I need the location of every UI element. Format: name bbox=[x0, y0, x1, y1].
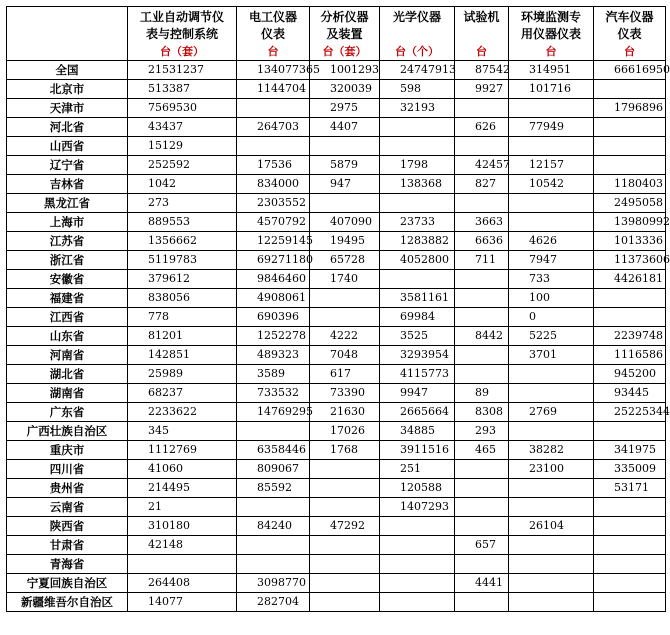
table-row bbox=[7, 403, 666, 422]
value-cell: 42457 bbox=[455, 156, 509, 175]
value-cell: 100 bbox=[509, 289, 594, 308]
value-cell: 21531237 bbox=[128, 61, 237, 80]
value-cell: 14769295 bbox=[237, 403, 310, 422]
table-row bbox=[7, 441, 666, 460]
value-cell bbox=[310, 479, 380, 498]
value-cell: 2303552 bbox=[237, 194, 310, 213]
value-cell: 1001293 bbox=[310, 61, 380, 80]
column-header-line: 及装置 bbox=[326, 27, 363, 41]
value-cell: 3525 bbox=[380, 327, 455, 346]
value-cell: 2233622 bbox=[128, 403, 237, 422]
value-cell: 1356662 bbox=[128, 232, 237, 251]
value-cell: 17026 bbox=[310, 422, 380, 441]
value-cell bbox=[509, 137, 594, 156]
value-cell: 6358446 bbox=[237, 441, 310, 460]
value-cell: 23733 bbox=[380, 213, 455, 232]
table-row bbox=[7, 232, 666, 251]
region-name: 河南省 bbox=[7, 346, 128, 365]
value-cell: 465 bbox=[455, 441, 509, 460]
value-cell bbox=[380, 194, 455, 213]
value-cell bbox=[380, 536, 455, 555]
value-cell: 282704 bbox=[237, 593, 310, 612]
value-cell bbox=[455, 460, 509, 479]
value-cell: 7569530 bbox=[128, 99, 237, 118]
region-name: 广东省 bbox=[7, 403, 128, 422]
value-cell bbox=[310, 460, 380, 479]
value-cell: 1013336 bbox=[594, 232, 666, 251]
column-unit: 台 bbox=[476, 45, 487, 58]
value-cell bbox=[509, 593, 594, 612]
table-row bbox=[7, 80, 666, 99]
value-cell bbox=[380, 555, 455, 574]
value-cell: 4052800 bbox=[380, 251, 455, 270]
value-cell: 214495 bbox=[128, 479, 237, 498]
value-cell: 2975 bbox=[310, 99, 380, 118]
value-cell bbox=[509, 422, 594, 441]
column-unit: 台（套） bbox=[322, 45, 367, 58]
region-name: 宁夏回族自治区 bbox=[7, 574, 128, 593]
column-unit: 台 bbox=[624, 45, 635, 58]
value-cell: 273 bbox=[128, 194, 237, 213]
value-cell bbox=[594, 289, 666, 308]
value-cell bbox=[237, 137, 310, 156]
value-cell: 341975 bbox=[594, 441, 666, 460]
region-name: 黑龙江省 bbox=[7, 194, 128, 213]
value-cell: 15129 bbox=[128, 137, 237, 156]
region-name: 四川省 bbox=[7, 460, 128, 479]
value-cell bbox=[594, 118, 666, 137]
region-name: 江苏省 bbox=[7, 232, 128, 251]
value-cell bbox=[455, 308, 509, 327]
table-row bbox=[7, 194, 666, 213]
value-cell: 12259145 bbox=[237, 232, 310, 251]
header-row bbox=[7, 7, 666, 61]
value-cell: 827 bbox=[455, 175, 509, 194]
table-row bbox=[7, 460, 666, 479]
value-cell: 24747913 bbox=[380, 61, 455, 80]
value-cell: 4908061 bbox=[237, 289, 310, 308]
region-name: 湖南省 bbox=[7, 384, 128, 403]
column-header-5 bbox=[509, 7, 594, 61]
table-row bbox=[7, 517, 666, 536]
value-cell: 690396 bbox=[237, 308, 310, 327]
region-name: 吉林省 bbox=[7, 175, 128, 194]
value-cell: 11373606 bbox=[594, 251, 666, 270]
value-cell: 8442 bbox=[455, 327, 509, 346]
value-cell: 252592 bbox=[128, 156, 237, 175]
value-cell: 889553 bbox=[128, 213, 237, 232]
table-row bbox=[7, 251, 666, 270]
region-name: 全国 bbox=[7, 61, 128, 80]
value-cell bbox=[594, 555, 666, 574]
region-name: 山东省 bbox=[7, 327, 128, 346]
value-cell: 21 bbox=[128, 498, 237, 517]
value-cell bbox=[310, 555, 380, 574]
column-unit: 台 bbox=[545, 45, 557, 58]
value-cell bbox=[455, 498, 509, 517]
value-cell: 9846460 bbox=[237, 270, 310, 289]
value-cell bbox=[455, 346, 509, 365]
value-cell bbox=[310, 593, 380, 612]
region-name: 陕西省 bbox=[7, 517, 128, 536]
value-cell: 1112769 bbox=[128, 441, 237, 460]
table-row bbox=[7, 61, 666, 80]
value-cell bbox=[455, 270, 509, 289]
value-cell bbox=[594, 574, 666, 593]
instrument-output-table bbox=[6, 6, 670, 612]
value-cell: 38282 bbox=[509, 441, 594, 460]
value-cell: 264703 bbox=[237, 118, 310, 137]
value-cell: 65728 bbox=[310, 251, 380, 270]
value-cell: 834000 bbox=[237, 175, 310, 194]
table-row bbox=[7, 270, 666, 289]
value-cell bbox=[380, 517, 455, 536]
value-cell: 4626 bbox=[509, 232, 594, 251]
value-cell bbox=[237, 536, 310, 555]
value-cell: 626 bbox=[455, 118, 509, 137]
table-row bbox=[7, 289, 666, 308]
value-cell: 0 bbox=[509, 308, 594, 327]
column-header-line: 仪表 bbox=[260, 27, 285, 41]
value-cell: 7048 bbox=[310, 346, 380, 365]
column-header-4 bbox=[455, 7, 509, 61]
value-cell bbox=[594, 593, 666, 612]
value-cell: 85592 bbox=[237, 479, 310, 498]
table-row bbox=[7, 156, 666, 175]
value-cell bbox=[594, 422, 666, 441]
value-cell: 379612 bbox=[128, 270, 237, 289]
table-row bbox=[7, 384, 666, 403]
region-name: 上海市 bbox=[7, 213, 128, 232]
table-row bbox=[7, 479, 666, 498]
value-cell: 7947 bbox=[509, 251, 594, 270]
value-cell: 407090 bbox=[310, 213, 380, 232]
value-cell bbox=[455, 365, 509, 384]
value-cell bbox=[237, 99, 310, 118]
value-cell: 42148 bbox=[128, 536, 237, 555]
table-row bbox=[7, 137, 666, 156]
value-cell: 53171 bbox=[594, 479, 666, 498]
table-row bbox=[7, 365, 666, 384]
value-cell: 310180 bbox=[128, 517, 237, 536]
value-cell: 733 bbox=[509, 270, 594, 289]
value-cell bbox=[237, 498, 310, 517]
column-header-line bbox=[455, 26, 508, 43]
value-cell bbox=[455, 289, 509, 308]
value-cell: 2665664 bbox=[380, 403, 455, 422]
column-header-line: 汽车仪器 bbox=[605, 10, 654, 24]
value-cell bbox=[455, 479, 509, 498]
value-cell: 10542 bbox=[509, 175, 594, 194]
column-header-1 bbox=[237, 7, 310, 61]
value-cell bbox=[310, 194, 380, 213]
value-cell bbox=[594, 156, 666, 175]
region-name: 江西省 bbox=[7, 308, 128, 327]
table-row bbox=[7, 536, 666, 555]
value-cell: 4426181 bbox=[594, 270, 666, 289]
table-row bbox=[7, 498, 666, 517]
value-cell: 1283882 bbox=[380, 232, 455, 251]
value-cell: 23100 bbox=[509, 460, 594, 479]
value-cell bbox=[310, 536, 380, 555]
value-cell: 733532 bbox=[237, 384, 310, 403]
value-cell: 1768 bbox=[310, 441, 380, 460]
column-header-line: 用仪器仪表 bbox=[520, 27, 581, 41]
region-name: 贵州省 bbox=[7, 479, 128, 498]
value-cell: 1042 bbox=[128, 175, 237, 194]
value-cell: 945200 bbox=[594, 365, 666, 384]
value-cell: 5225 bbox=[509, 327, 594, 346]
value-cell bbox=[455, 137, 509, 156]
value-cell: 4441 bbox=[455, 574, 509, 593]
value-cell: 17536 bbox=[237, 156, 310, 175]
value-cell: 345 bbox=[128, 422, 237, 441]
region-name: 广西壮族自治区 bbox=[7, 422, 128, 441]
region-name: 山西省 bbox=[7, 137, 128, 156]
column-header-3 bbox=[380, 7, 455, 61]
value-cell: 4222 bbox=[310, 327, 380, 346]
value-cell: 68237 bbox=[128, 384, 237, 403]
value-cell bbox=[594, 308, 666, 327]
value-cell: 2239748 bbox=[594, 327, 666, 346]
table-row bbox=[7, 593, 666, 612]
region-name: 北京市 bbox=[7, 80, 128, 99]
column-header-line: 表与控制系统 bbox=[145, 27, 218, 41]
value-cell: 617 bbox=[310, 365, 380, 384]
table-row bbox=[7, 99, 666, 118]
value-cell bbox=[509, 574, 594, 593]
region-name: 青海省 bbox=[7, 555, 128, 574]
value-cell: 1144704 bbox=[237, 80, 310, 99]
value-cell: 3911516 bbox=[380, 441, 455, 460]
value-cell bbox=[380, 118, 455, 137]
value-cell: 809067 bbox=[237, 460, 310, 479]
value-cell bbox=[380, 270, 455, 289]
value-cell: 89 bbox=[455, 384, 509, 403]
value-cell: 3293954 bbox=[380, 346, 455, 365]
region-name: 浙江省 bbox=[7, 251, 128, 270]
column-unit: 台 bbox=[267, 45, 279, 58]
value-cell: 9927 bbox=[455, 80, 509, 99]
value-cell: 1796896 bbox=[594, 99, 666, 118]
value-cell: 41060 bbox=[128, 460, 237, 479]
value-cell: 81201 bbox=[128, 327, 237, 346]
column-unit: 台（个） bbox=[395, 45, 439, 58]
value-cell: 513387 bbox=[128, 80, 237, 99]
value-cell: 25989 bbox=[128, 365, 237, 384]
value-cell: 13980992 bbox=[594, 213, 666, 232]
value-cell bbox=[509, 555, 594, 574]
value-cell: 2769 bbox=[509, 403, 594, 422]
value-cell: 69984 bbox=[380, 308, 455, 327]
value-cell: 34885 bbox=[380, 422, 455, 441]
value-cell bbox=[380, 593, 455, 612]
value-cell bbox=[455, 99, 509, 118]
column-unit: 台（套） bbox=[160, 45, 204, 58]
value-cell: 84240 bbox=[237, 517, 310, 536]
region-name: 甘肃省 bbox=[7, 536, 128, 555]
value-cell: 1798 bbox=[380, 156, 455, 175]
value-cell: 264408 bbox=[128, 574, 237, 593]
value-cell bbox=[310, 498, 380, 517]
value-cell bbox=[380, 574, 455, 593]
column-header-6 bbox=[594, 7, 666, 61]
value-cell: 25225344 bbox=[594, 403, 666, 422]
value-cell: 9947 bbox=[380, 384, 455, 403]
value-cell bbox=[310, 289, 380, 308]
value-cell bbox=[509, 365, 594, 384]
value-cell: 32193 bbox=[380, 99, 455, 118]
value-cell bbox=[509, 213, 594, 232]
value-cell: 142851 bbox=[128, 346, 237, 365]
value-cell bbox=[509, 99, 594, 118]
value-cell bbox=[509, 194, 594, 213]
region-name: 福建省 bbox=[7, 289, 128, 308]
value-cell: 3701 bbox=[509, 346, 594, 365]
value-cell bbox=[237, 422, 310, 441]
region-name: 重庆市 bbox=[7, 441, 128, 460]
value-cell: 101716 bbox=[509, 80, 594, 99]
value-cell: 1252278 bbox=[237, 327, 310, 346]
value-cell bbox=[455, 194, 509, 213]
column-header-line: 分析仪器 bbox=[320, 10, 369, 24]
value-cell: 66616950 bbox=[594, 61, 666, 80]
value-cell: 19495 bbox=[310, 232, 380, 251]
value-cell bbox=[128, 555, 237, 574]
value-cell: 711 bbox=[455, 251, 509, 270]
value-cell: 1180403 bbox=[594, 175, 666, 194]
value-cell: 14077 bbox=[128, 593, 237, 612]
column-header-line: 光学仪器 bbox=[392, 10, 441, 24]
value-cell: 6636 bbox=[455, 232, 509, 251]
value-cell: 3663 bbox=[455, 213, 509, 232]
value-cell: 12157 bbox=[509, 156, 594, 175]
region-name: 辽宁省 bbox=[7, 156, 128, 175]
column-header-line: 环境监测专 bbox=[520, 10, 581, 24]
table-row bbox=[7, 213, 666, 232]
value-cell: 43437 bbox=[128, 118, 237, 137]
value-cell bbox=[237, 555, 310, 574]
column-header-line: 试验机 bbox=[463, 10, 500, 24]
value-cell: 947 bbox=[310, 175, 380, 194]
value-cell bbox=[509, 536, 594, 555]
value-cell: 251 bbox=[380, 460, 455, 479]
value-cell: 69271180 bbox=[237, 251, 310, 270]
column-header-line: 工业自动调节仪 bbox=[139, 10, 224, 24]
table-body bbox=[7, 61, 670, 612]
corner-cell bbox=[7, 7, 128, 61]
value-cell bbox=[594, 137, 666, 156]
table-row bbox=[7, 574, 666, 593]
value-cell bbox=[455, 555, 509, 574]
table-row bbox=[7, 346, 666, 365]
table-row bbox=[7, 308, 666, 327]
value-cell: 8308 bbox=[455, 403, 509, 422]
region-name: 云南省 bbox=[7, 498, 128, 517]
value-cell: 314951 bbox=[509, 61, 594, 80]
value-cell bbox=[310, 137, 380, 156]
column-header-line: 仪表 bbox=[617, 27, 642, 41]
region-name: 天津市 bbox=[7, 99, 128, 118]
value-cell: 293 bbox=[455, 422, 509, 441]
value-cell: 3098770 bbox=[237, 574, 310, 593]
table-row bbox=[7, 175, 666, 194]
value-cell bbox=[310, 308, 380, 327]
value-cell: 3589 bbox=[237, 365, 310, 384]
value-cell: 5879 bbox=[310, 156, 380, 175]
value-cell: 3581161 bbox=[380, 289, 455, 308]
value-cell: 657 bbox=[455, 536, 509, 555]
value-cell bbox=[455, 517, 509, 536]
value-cell: 335009 bbox=[594, 460, 666, 479]
value-cell: 489323 bbox=[237, 346, 310, 365]
value-cell: 21630 bbox=[310, 403, 380, 422]
value-cell bbox=[310, 574, 380, 593]
value-cell: 26104 bbox=[509, 517, 594, 536]
value-cell bbox=[380, 137, 455, 156]
column-header-0 bbox=[128, 7, 237, 61]
region-name: 安徽省 bbox=[7, 270, 128, 289]
value-cell: 134077365 bbox=[237, 61, 310, 80]
value-cell: 598 bbox=[380, 80, 455, 99]
column-header-line: 电工仪器 bbox=[248, 10, 297, 24]
value-cell bbox=[594, 536, 666, 555]
value-cell: 778 bbox=[128, 308, 237, 327]
table-row bbox=[7, 422, 666, 441]
region-name: 新疆维吾尔自治区 bbox=[7, 593, 128, 612]
value-cell: 2495058 bbox=[594, 194, 666, 213]
value-cell: 1407293 bbox=[380, 498, 455, 517]
table-row bbox=[7, 118, 666, 137]
value-cell bbox=[455, 593, 509, 612]
value-cell: 47292 bbox=[310, 517, 380, 536]
value-cell: 838056 bbox=[128, 289, 237, 308]
value-cell: 138368 bbox=[380, 175, 455, 194]
value-cell bbox=[509, 498, 594, 517]
value-cell bbox=[594, 517, 666, 536]
value-cell: 1116586 bbox=[594, 346, 666, 365]
value-cell bbox=[509, 479, 594, 498]
region-name: 湖北省 bbox=[7, 365, 128, 384]
value-cell: 320039 bbox=[310, 80, 380, 99]
value-cell: 1740 bbox=[310, 270, 380, 289]
value-cell: 5119783 bbox=[128, 251, 237, 270]
value-cell: 4115773 bbox=[380, 365, 455, 384]
value-cell: 120588 bbox=[380, 479, 455, 498]
value-cell: 87542 bbox=[455, 61, 509, 80]
value-cell: 93445 bbox=[594, 384, 666, 403]
value-cell: 4407 bbox=[310, 118, 380, 137]
column-header-2 bbox=[310, 7, 380, 61]
column-header-line bbox=[380, 26, 454, 43]
value-cell bbox=[594, 498, 666, 517]
table-row bbox=[7, 327, 666, 346]
value-cell bbox=[509, 384, 594, 403]
value-cell: 4570792 bbox=[237, 213, 310, 232]
table-row bbox=[7, 555, 666, 574]
value-cell: 73390 bbox=[310, 384, 380, 403]
value-cell: 77949 bbox=[509, 118, 594, 137]
region-name: 河北省 bbox=[7, 118, 128, 137]
value-cell bbox=[594, 80, 666, 99]
